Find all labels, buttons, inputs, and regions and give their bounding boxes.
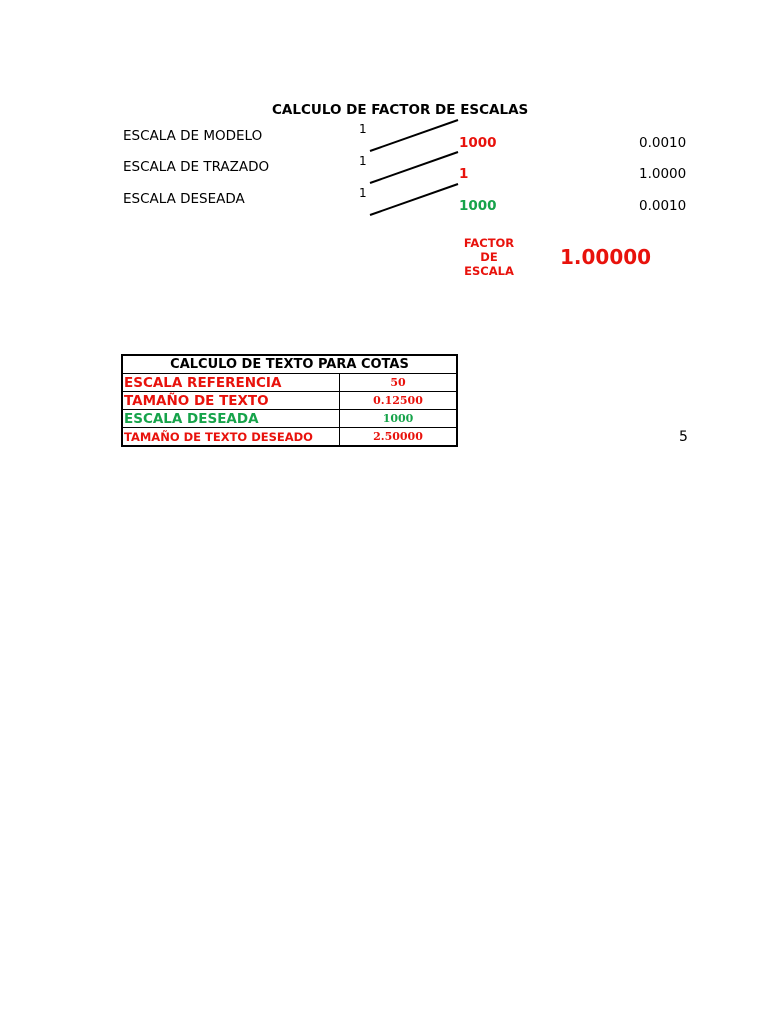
escala-deseada-cotas-value: 1000	[340, 410, 458, 428]
escala-deseada-label: ESCALA DESEADA	[123, 191, 245, 207]
escala-trazado-result: 1.0000	[639, 166, 687, 182]
table-row	[122, 374, 457, 392]
escala-deseada-numerator: 1	[359, 186, 367, 200]
cotas-header-row	[122, 355, 457, 374]
tamano-texto-value: 0.12500	[340, 392, 458, 410]
escala-modelo-numerator: 1	[359, 122, 367, 136]
factor-label-line-2: DE	[480, 250, 498, 264]
tamano-texto-label: TAMAÑO DE TEXTO	[122, 392, 340, 410]
table-row	[122, 410, 457, 428]
escala-deseada-cotas-label: ESCALA DESEADA	[122, 410, 340, 428]
fraction-slash-modelo	[370, 120, 458, 151]
table-row	[122, 428, 457, 447]
escala-modelo-denominator: 1000	[459, 135, 497, 151]
escala-trazado-label: ESCALA DE TRAZADO	[123, 159, 270, 175]
escala-modelo-label: ESCALA DE MODELO	[123, 128, 263, 144]
factor-label-line-1: FACTOR	[463, 236, 515, 250]
fraction-slash-trazado	[370, 152, 458, 183]
table-row	[122, 392, 457, 410]
escala-deseada-result: 0.0010	[639, 198, 687, 214]
cotas-table	[121, 354, 458, 447]
escala-referencia-value: 50	[340, 374, 458, 392]
tamano-texto-deseado-value: 2.50000	[340, 428, 458, 447]
page-number: 5	[679, 429, 688, 445]
factor-escala-label	[456, 236, 522, 278]
cotas-title: CALCULO DE TEXTO PARA COTAS	[122, 355, 457, 374]
escala-referencia-label: ESCALA REFERENCIA	[122, 374, 340, 392]
escalas-title: CALCULO DE FACTOR DE ESCALAS	[272, 102, 529, 118]
fraction-slash-deseada	[370, 184, 458, 215]
escala-deseada-denominator: 1000	[459, 198, 497, 214]
escala-trazado-denominator: 1	[459, 166, 469, 182]
escala-trazado-numerator: 1	[359, 154, 367, 168]
tamano-texto-deseado-label: TAMAÑO DE TEXTO DESEADO	[122, 428, 340, 447]
escala-modelo-result: 0.0010	[639, 135, 687, 151]
factor-escala-value: 1.00000	[560, 245, 652, 269]
factor-label-line-3: ESCALA	[464, 264, 514, 278]
